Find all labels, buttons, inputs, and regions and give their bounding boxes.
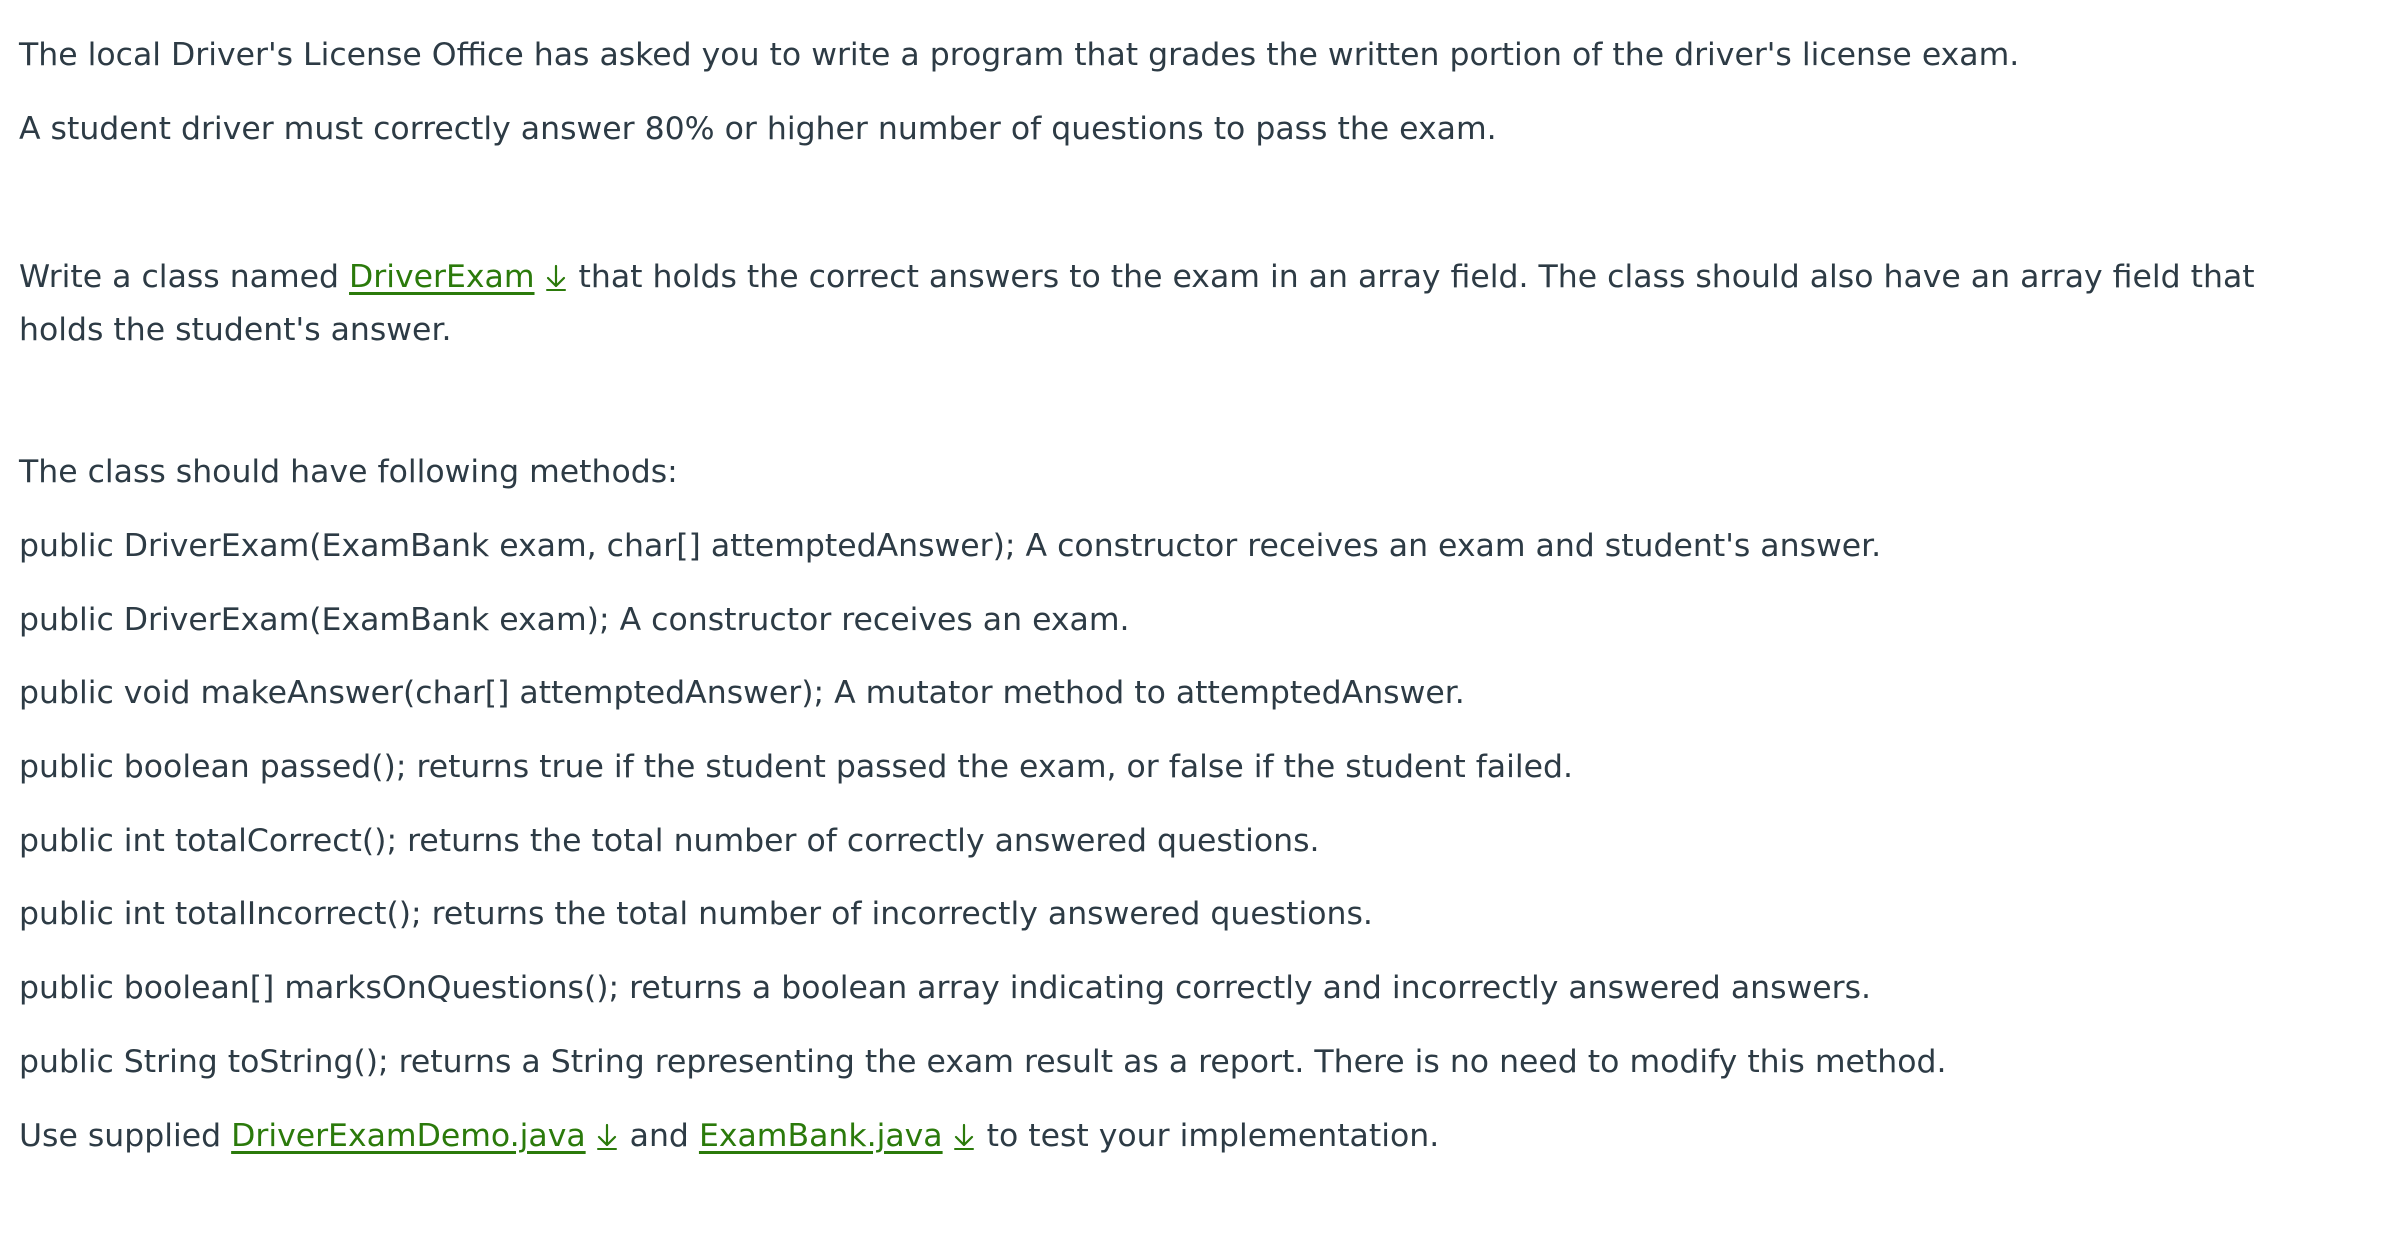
- method-item: public DriverExam(ExamBank exam, char[] attemptedAnswer); A constructor receives an exam and student's answer.: [19, 528, 1882, 564]
- method-item: public boolean passed(); returns true if the student passed the exam, or false if the student failed.: [19, 749, 1573, 785]
- method-item: public DriverExam(ExamBank exam); A constructor receives an exam.: [19, 602, 1130, 638]
- driverexam-file-link[interactable]: DriverExam: [349, 259, 535, 295]
- intro-paragraph-2: A student driver must correctly answer 80% or higher number of questions to pass the exam.: [19, 111, 1497, 147]
- method-item: public boolean[] marksOnQuestions(); returns a boolean array indicating correctly and incorrectly answered answers.: [19, 970, 1872, 1006]
- method-item: public int totalIncorrect(); returns the total number of incorrectly answered questions.: [19, 896, 1373, 932]
- footer-middle: and: [619, 1118, 699, 1154]
- method-item: public void makeAnswer(char[] attemptedAnswer); A mutator method to attemptedAnswer.: [19, 675, 1465, 711]
- driverexamdemo-file-link[interactable]: DriverExamDemo.java: [231, 1118, 586, 1154]
- class-description-prefix: Write a class named: [19, 259, 350, 295]
- download-arrow-icon[interactable]: [545, 257, 567, 306]
- class-description-suffix: that holds the correct answers to the exam in an array field. The class should also have an array field that holds the student's answer.: [19, 259, 2255, 348]
- method-item: public int totalCorrect(); returns the total number of correctly answered questions.: [19, 823, 1320, 859]
- methods-heading: The class should have following methods:: [19, 454, 678, 490]
- footer-suffix: to test your implementation.: [976, 1118, 1440, 1154]
- footer-paragraph: [19, 1112, 1439, 1165]
- exambank-file-link[interactable]: ExamBank.java: [698, 1118, 943, 1154]
- download-arrow-icon[interactable]: [596, 1116, 618, 1165]
- footer-prefix: Use supplied: [19, 1118, 232, 1154]
- method-item: public String toString(); returns a String representing the exam result as a report. There is no need to modify this method.: [19, 1044, 1947, 1080]
- intro-paragraph-1: The local Driver's License Office has asked you to write a program that grades the written portion of the driver's license exam.: [19, 37, 2020, 73]
- download-arrow-icon[interactable]: [953, 1116, 975, 1165]
- class-description-paragraph: [19, 253, 2349, 355]
